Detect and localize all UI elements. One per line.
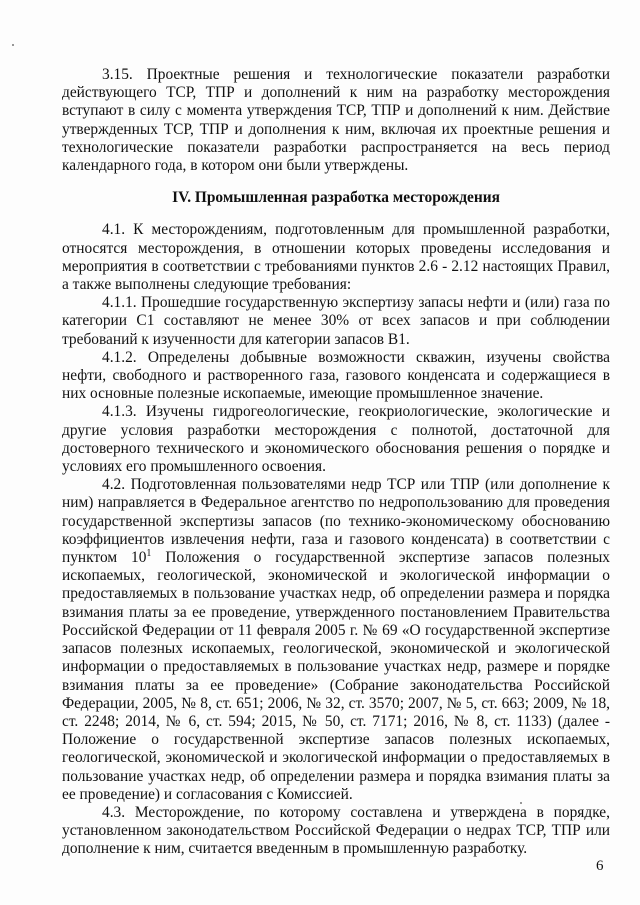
section-heading: IV. Промышленная разработка месторождения — [172, 189, 500, 207]
footnote-superscript: 1 — [146, 547, 152, 559]
paragraph-4-1-3: 4.1.3. Изучены гидрогеологические, геокриологические, экологические и другие условия разработки месторождения с полнотой, достаточной для достоверного технического и экономического обоснования решения о порядке и условиях его промышленного освоения. — [62, 403, 610, 476]
document-body — [62, 66, 610, 859]
paragraph-4-1: 4.1. К месторождениям, подготовленным для промышленной разработки, относятся месторождения, в отношении которых проведены исследования и мероприятия в соответствии с требованиями пунктов 2.6 - 2.12 настоящих Правил, а также выполнены следующие требования: — [62, 221, 610, 294]
paragraph-4-3: 4.3. Месторождение, по которому составлена и утверждена в порядке, установленном законодательством Российской Федерации о недрах ТСР, ТПР или дополнение к ним, считается введенным в промышленную разработку. — [62, 803, 610, 858]
paragraph-4-2-part-b: Положения о государственной экспертизе запасов полезных ископаемых, геологической, экономической и экологической информации о предоставляемых в пользование участках недр, об определении размера и порядка взимания платы за ее проведение, утвержденного постановлением Правительства Российской Федерации от 11 февраля 2005 г. № 69 «О государственной экспертизе запасов полезных ископаемых, геологической, экономической и экологической информации о предоставляемых в пользование участках недр, размере и порядке взимания платы за ее проведение» (Собрание законодательства Российской Федерации, 2005, № 8, ст. 651; 2006, № 32, ст. 3570; 2007, № 5, ст. 663; 2009, № 18, ст. 2248; 2014, № 6, ст. 594; 2015, № 50, ст. 7171; 2016, № 8, ст. 1133) (далее - Положение о государственной экспертизе запасов полезных ископаемых, геологической, экономической и экологической информации о предоставляемых в пользование участках недр, об определении размера и порядка взимания платы за ее проведение) и согласования с Комиссией. — [62, 549, 610, 803]
paragraph-4-1-2: 4.1.2. Определены добывные возможности скважин, изучены свойства нефти, свободного и растворенного газа, газового конденсата и содержащиеся в них основные полезные ископаемые, имеющие промышленное значение. — [62, 348, 610, 403]
scan-speck — [12, 44, 14, 46]
page-number: 6 — [596, 858, 604, 874]
paragraph-4-2 — [62, 476, 610, 804]
paragraph-4-2-part-a: 4.2. Подготовленная пользователями недр ТСР или ТПР (или дополнение к ним) направляется в Федеральное агентство по недропользованию для проведения государственной экспертизы запасов (по технико-экономическому обоснованию коэффициентов извлечения нефти, газа и газового конденсата) в соответствии с пунктом 10 — [62, 476, 610, 567]
paragraph-4-1-1: 4.1.1. Прошедшие государственную экспертизу запасы нефти и (или) газа по категории С1 составляют не менее 30% от всех запасов и при соблюдении требований к изученности для категории запасов В1. — [62, 294, 610, 348]
paragraph-3-15: 3.15. Проектные решения и технологические показатели разработки действующего ТСР, ТПР и дополнений к ним на разработку месторождения вступают в силу с момента утверждения ТСР, ТПР и дополнений к ним. Действие утвержденных ТСР, ТПР и дополнения к ним, включая их проектные решения и технологические показатели разработки распространяется на весь период календарного года, в котором они были утверждены. — [62, 66, 610, 175]
